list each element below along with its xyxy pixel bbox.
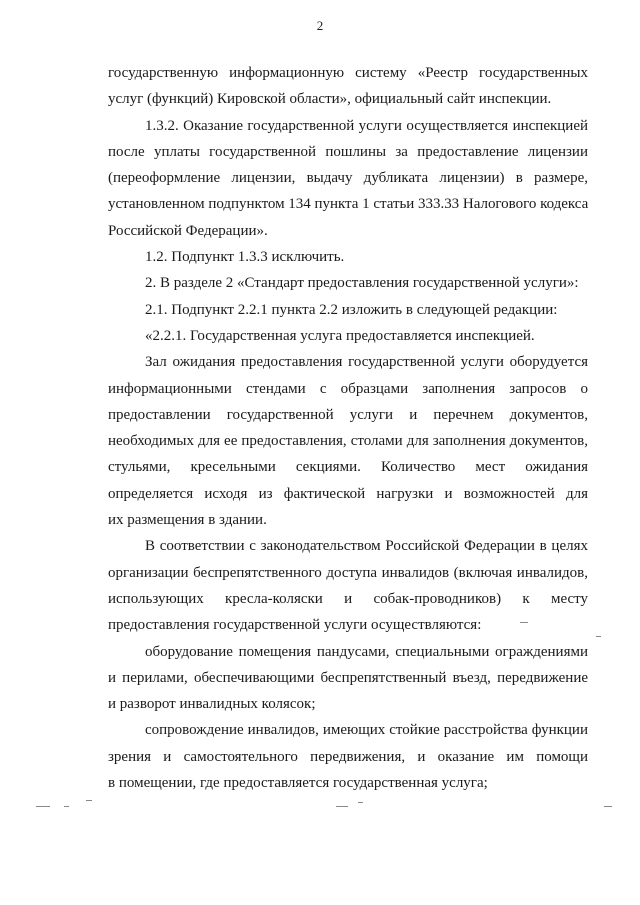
paragraph [108,60,588,113]
text-line: организации беспрепятственного доступа инвалидов (включая инвалидов, [108,564,589,581]
scan-artifact [520,622,528,623]
scan-artifact [358,802,363,803]
text-line: необходимых для ее предоставления, столами для заполнения документов, [108,433,589,450]
text-line: «2.2.1. Государственная услуга предоставляется инспекцией. [145,327,535,344]
text-line: определяется исходя из фактической нагрузки и возможностей для [108,485,588,502]
text-line: стульями, кресельными секциями. Количество мест ожидания [108,459,589,476]
text-line: 2. В разделе 2 «Стандарт предоставления государственной услуги»: [145,275,579,292]
text-line: зрения и самостоятельного передвижения, и оказание им помощи [108,748,589,765]
text-line: В соответствии с законодательством Российской Федерации в целях [145,538,588,555]
text-line: предоставлении государственной услуги и перечнем документов, [108,406,588,423]
text-line: и разворот инвалидных колясок; [108,696,316,713]
text-line: Зал ожидания предоставления государственной услуги оборудуется [145,354,588,371]
paragraph [108,297,588,323]
text-line: их размещения в здании. [108,512,267,529]
scan-artifact [36,806,50,807]
text-line: сопровождение инвалидов, имеющих стойкие расстройства функции [145,722,588,739]
text-line: после уплаты государственной пошлины за предоставление лицензии [108,143,588,160]
scan-artifact [86,800,92,801]
paragraph [108,717,588,796]
text-line: услуг (функций) Кировской области», официальный сайт инспекции. [108,91,552,108]
paragraph [108,244,588,270]
document-body [108,60,588,796]
text-line: установленном подпунктом 134 пункта 1 статьи 333.33 Налогового кодекса [108,196,589,213]
paragraph [108,533,588,638]
paragraph [108,349,588,533]
text-line: 2.1. Подпункт 2.2.1 пункта 2.2 изложить в следующей редакции: [145,301,558,318]
text-line: в помещении, где предоставляется государственная услуга; [108,775,488,792]
text-line: информационными стендами с образцами заполнения запросов о [108,380,588,397]
page-number: 2 [316,18,324,33]
paragraph [108,270,588,296]
text-line: Российской Федерации». [108,222,268,239]
text-line: (переоформление лицензии, выдачу дубликата лицензии) в размере, [108,170,588,187]
scan-artifact [604,806,612,807]
text-line: государственную информационную систему «Реестр государственных [108,65,589,81]
scan-artifact [596,636,601,637]
text-line: 1.2. Подпункт 1.3.3 исключить. [145,249,345,266]
text-line: 1.3.2. Оказание государственной услуги осуществляется инспекцией [145,117,588,134]
scan-artifact [64,806,69,807]
paragraph [108,323,588,349]
paragraph [108,113,588,244]
text-line: использующих кресла-коляски и собак-проводников) к месту [108,590,588,607]
scan-artifact [336,806,348,807]
text-line: предоставления государственной услуги осуществляются: [108,617,482,634]
text-line: оборудование помещения пандусами, специальными ограждениями [145,643,588,660]
text-line: и перилами, обеспечивающими беспрепятственный въезд, передвижение [108,669,588,686]
paragraph [108,639,588,718]
